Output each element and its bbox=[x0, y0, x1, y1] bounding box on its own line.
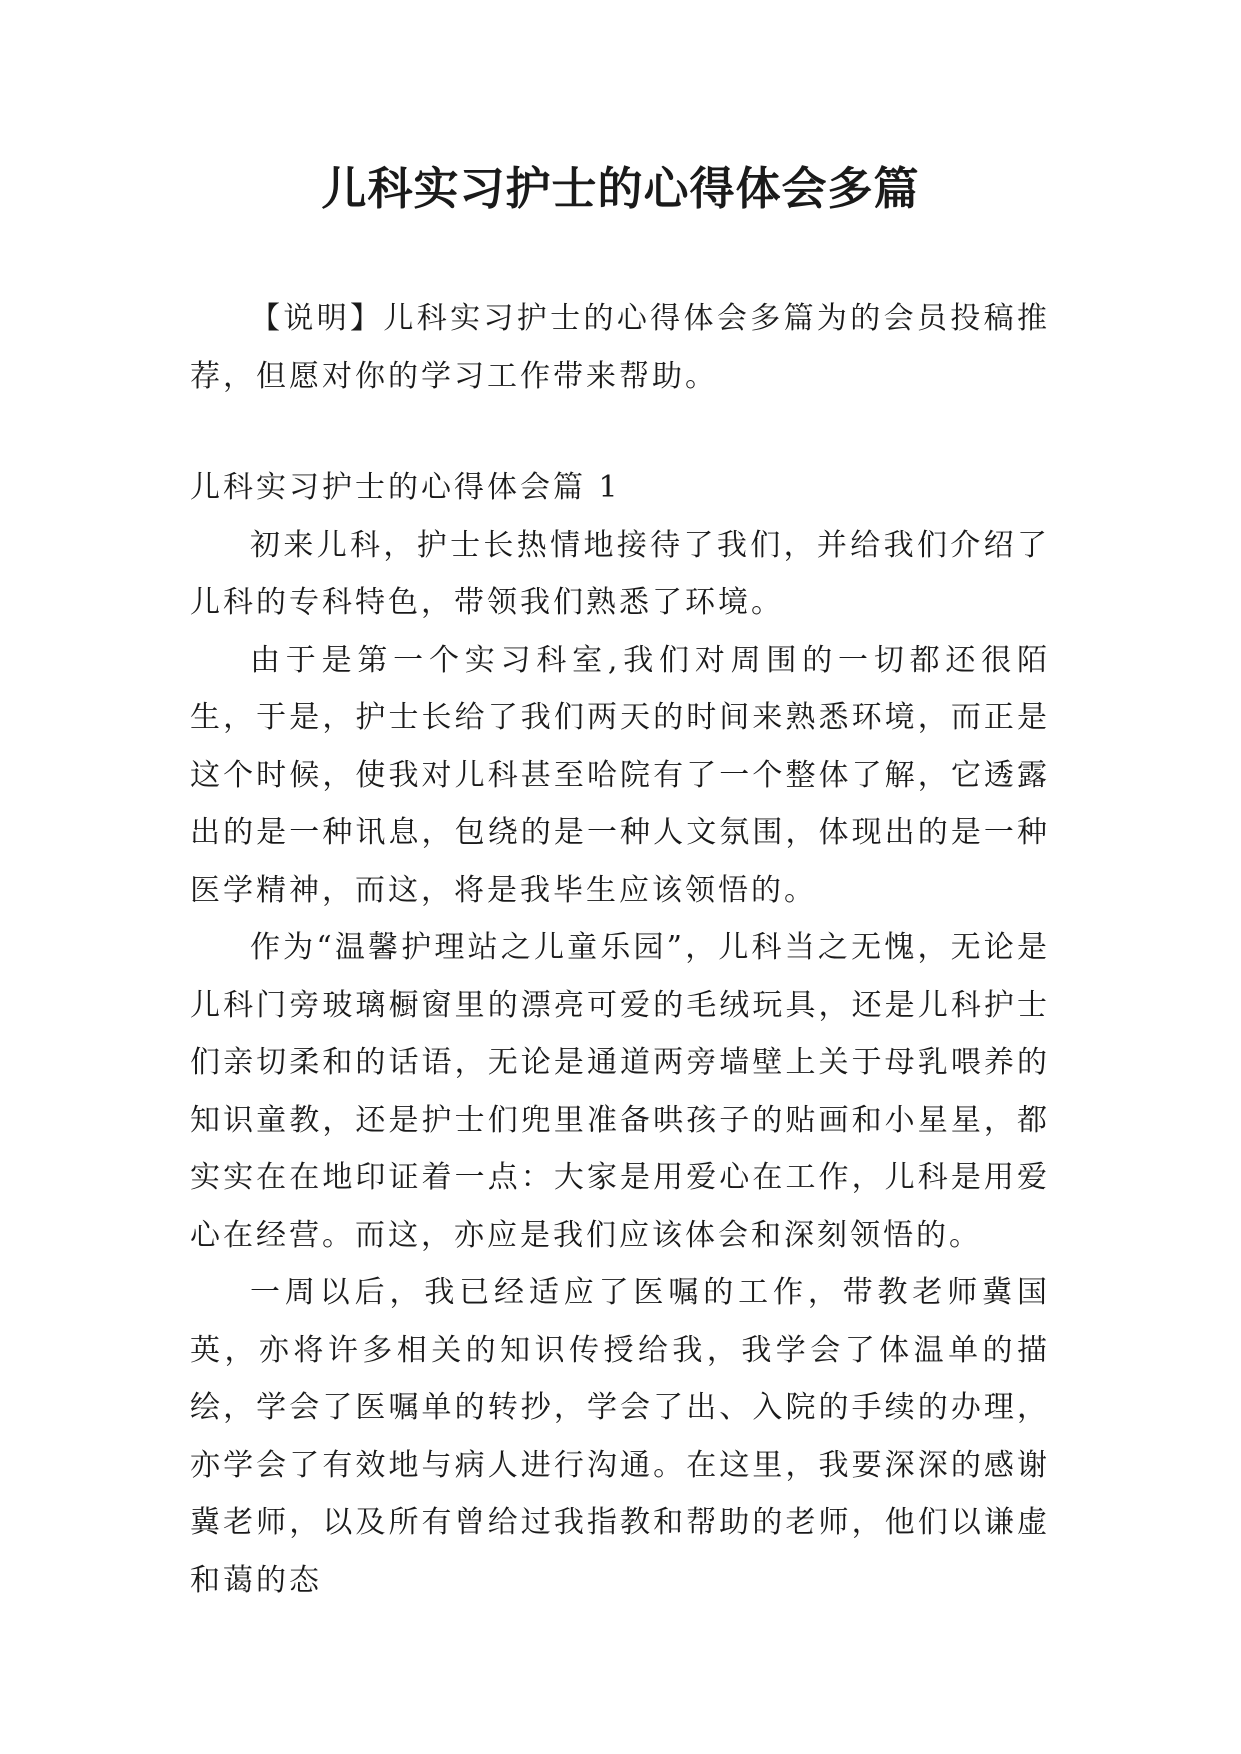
body-paragraph-2: 由于是第一个实习科室,我们对周围的一切都还很陌生，于是，护士长给了我们两天的时间来熟悉环境，而正是这个时候，使我对儿科甚至哈院有了一个整体了解，它透露出的是一种讯息，包绕的是一种人文氛围，体现出的是一种医学精神，而这，将是我毕生应该领悟的。 bbox=[190, 642, 1050, 908]
body-paragraph-3: 作为“温馨护理站之儿童乐园”，儿科当之无愧，无论是儿科门旁玻璃橱窗里的漂亮可爱的毛绒玩具，还是儿科护士们亲切柔和的话语，无论是通道两旁墙壁上关于母乳喂养的知识童教，还是护士们兜里准备哄孩子的贴画和小星星，都实实在在地印证着一点：大家是用爱心在工作，儿科是用爱心在经营。而这，亦应是我们应该体会和深刻领悟的。 bbox=[190, 930, 1050, 1253]
document-body bbox=[190, 290, 1050, 1609]
body-paragraph-4: 一周以后，我已经适应了医嘱的工作，带教老师冀国英，亦将许多相关的知识传授给我，我学会了体温单的描绘，学会了医嘱单的转抄，学会了出、入院的手续的办理，亦学会了有效地与病人进行沟通。在这里，我要深深的感谢冀老师，以及所有曾给过我指教和帮助的老师，他们以谦虚和蔼的态 bbox=[190, 1275, 1050, 1598]
document-title: 儿科实习护士的心得体会多篇 bbox=[321, 162, 920, 215]
section-heading: 儿科实习护士的心得体会篇 1 bbox=[190, 470, 621, 505]
body-paragraph-1: 初来儿科，护士长热情地接待了我们，并给我们介绍了儿科的专科特色，带领我们熟悉了环境。 bbox=[190, 527, 1050, 620]
intro-paragraph: 【说明】儿科实习护士的心得体会多篇为的会员投稿推荐，但愿对你的学习工作带来帮助。 bbox=[190, 301, 1050, 394]
